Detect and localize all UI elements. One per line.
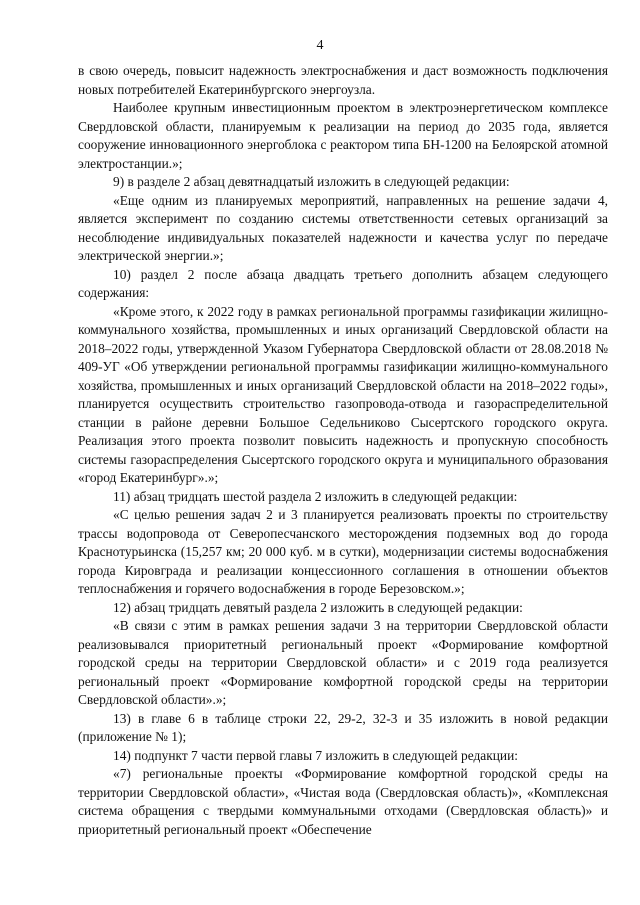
paragraph-quote-regional-projects: «7) региональные проекты «Формирование комфортной городской среды на территории Свердловской области», «Чистая вода (Свердловская область)», «Комплексная система обращения с твердыми коммунальными отходами (Свердловская область)» и приоритетный региональный проект «Обеспечение — [78, 766, 608, 837]
paragraph-item-14: 14) подпункт 7 части первой главы 7 изложить в следующей редакции: — [113, 747, 518, 763]
paragraph-item-11: 11) абзац тридцать шестой раздела 2 изложить в следующей редакции: — [113, 488, 518, 504]
paragraph-quote-water-supply: «С целью решения задач 2 и 3 планируется реализовать проекты по строительству трассы водопровода от Северопесчанского месторождения подземных вод до города Краснотурьинска (15,257 км; 20 000 куб. м в сутки), модернизации системы водоснабжения города Кировграда и реализации концессионного соглашения в отношении объектов теплоснабжения и горячего водоснабжения в городе Березовском.»; — [78, 507, 608, 596]
paragraph-investment-project: Наиболее крупным инвестиционным проектом в электроэнергетическом комплексе Свердловской области, планируемым к реализации на период до 2035 года, является сооружение инновационного энергоблока с реактором типа БН-1200 на Белоярской атомной электростанции.»; — [78, 100, 608, 171]
paragraph-item-10: 10) раздел 2 после абзаца двадцать третьего дополнить абзацем следующего содержания: — [78, 266, 608, 300]
paragraph-continuation: в свою очередь, повысит надежность электроснабжения и даст возможность подключения новых потребителей Екатеринбургского энергоузла. — [78, 63, 608, 97]
page-number: 4 — [316, 38, 324, 53]
paragraph-item-9: 9) в разделе 2 абзац девятнадцатый изложить в следующей редакции: — [113, 174, 510, 189]
paragraph-item-12: 12) абзац тридцать девятый раздела 2 изложить в следующей редакции: — [113, 599, 523, 615]
paragraph-item-13: 13) в главе 6 в таблице строки 22, 29-2, 32-3 и 35 изложить в новой редакции (приложение № 1); — [78, 710, 608, 744]
paragraph-quote-urban-environment: «В связи с этим в рамках решения задачи 3 на территории Свердловской области реализовывался приоритетный региональный проект «Формирование комфортной городской среды на территории Свердловской области» и с 2019 года реализуется региональный проект «Формирование комфортной городской среды на территории Свердловской области».»; — [78, 618, 608, 707]
paragraph-quote-gasification: «Кроме этого, к 2022 году в рамках региональной программы газификации жилищно-коммунального хозяйства, промышленных и иных организаций Свердловской области на 2018–2022 годы, утвержденной Указом Губернатора Свердловской области от 28.08.2018 № 409-УГ «Об утверждении региональной программы газификации жилищно-коммунального хозяйства, промышленных и иных организаций Свердловской области на 2018–2022 годы», планируется осуществить строительство газопровода-отвода и газораспределительной станции в районе деревни Большое Седельниково Сысертского городского округа. Реализация этого проекта позволит повысить надежность и пропускную способность системы газораспределения Сысертского городского округа и муниципального образования «город Екатеринбург».»; — [78, 303, 608, 485]
document-body — [78, 62, 608, 839]
paragraph-quote-task-4: «Еще одним из планируемых мероприятий, направленных на решение задачи 4, является эксперимент по созданию системы ответственности сетевых организаций за несоблюдение индивидуальных показателей надежности и качества услуг по передаче электрической энергии.»; — [78, 192, 608, 263]
